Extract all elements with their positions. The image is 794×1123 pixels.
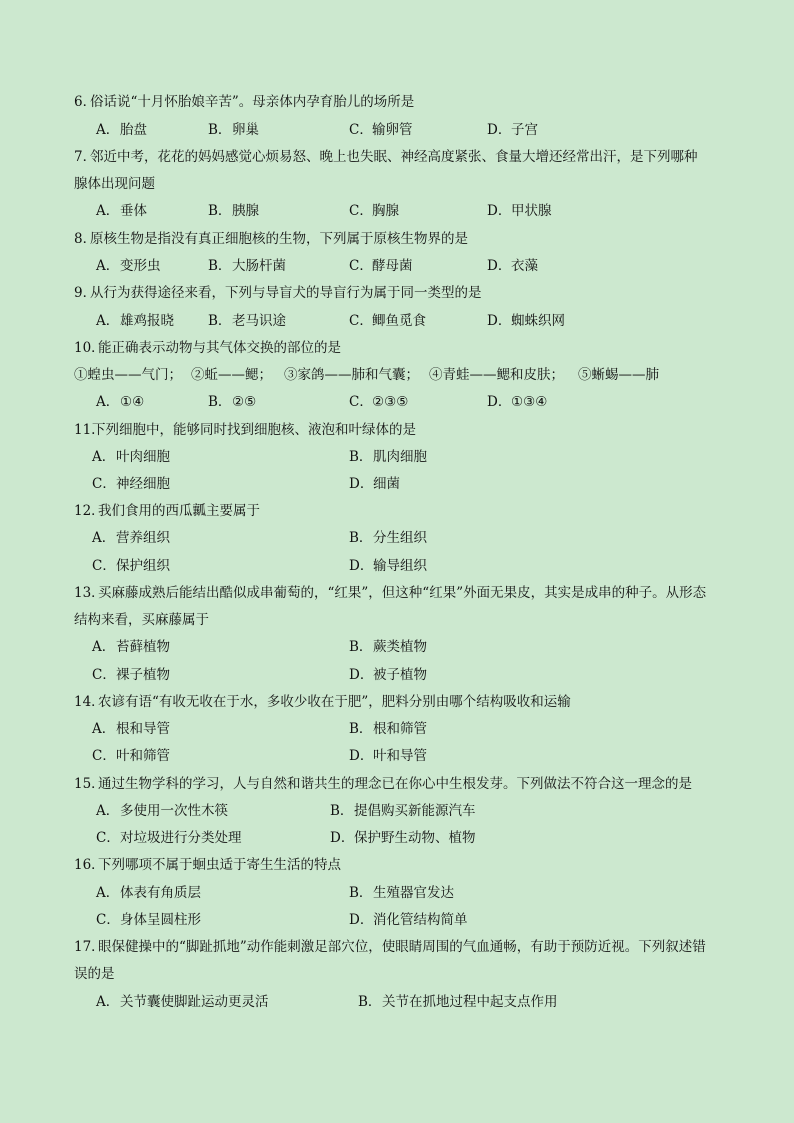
option-b-text: 根和筛管 xyxy=(373,721,427,737)
option-b-label: B． xyxy=(349,449,373,465)
option-c-label: C． xyxy=(92,667,116,683)
question-text: 俗话说“十月怀胎娘辛苦”。母亲体内孕育胎儿的场所是 xyxy=(90,94,415,110)
question-13-options-row2 xyxy=(0,662,794,689)
option-a-text: 体表有角质层 xyxy=(120,885,201,901)
option-d-label: D． xyxy=(349,558,374,574)
option-d-text: 消化管结构简单 xyxy=(373,912,468,928)
question-14-options-row1 xyxy=(0,716,794,743)
question-number: 6． xyxy=(74,94,97,110)
question-number: 12． xyxy=(74,503,105,519)
option-a-text: 苔藓植物 xyxy=(116,639,170,655)
option-d-label: D． xyxy=(487,122,512,138)
option-c-text: 酵母菌 xyxy=(372,258,413,274)
option-b-text: 分生组织 xyxy=(373,530,427,546)
option-b-label: B． xyxy=(208,394,232,410)
question-14-options-row2 xyxy=(0,743,794,770)
question-6-options xyxy=(0,117,794,144)
option-b-label: B． xyxy=(349,885,373,901)
option-c-label: C． xyxy=(96,912,120,928)
question-text: 结构来看，买麻藤属于 xyxy=(74,612,209,628)
option-d-text: 衣藻 xyxy=(511,258,538,274)
question-12-options-row2 xyxy=(0,553,794,580)
option-b-label: B． xyxy=(349,530,373,546)
option-d-text: ①③④ xyxy=(511,394,548,410)
option-d-label: D． xyxy=(349,912,374,928)
option-b-label: B． xyxy=(358,994,382,1010)
question-10-pairs xyxy=(0,362,794,389)
question-number: 17． xyxy=(74,939,105,955)
question-15-stem xyxy=(0,771,794,798)
option-b-text: 卵巢 xyxy=(232,122,259,138)
option-a-text: ①④ xyxy=(120,394,145,410)
option-c-text: 胸腺 xyxy=(372,203,399,219)
question-number: 14． xyxy=(74,694,105,710)
question-11-options-row2 xyxy=(0,471,794,498)
question-13-stem-cont xyxy=(0,607,794,634)
pair-3: ③家鸽——肺和气囊； xyxy=(284,367,419,383)
option-c-text: 对垃圾进行分类处理 xyxy=(120,830,242,846)
option-b-label: B． xyxy=(330,803,354,819)
option-b-label: B． xyxy=(208,203,232,219)
option-d-label: D． xyxy=(349,667,374,683)
option-a-label: A． xyxy=(96,803,120,819)
option-b-label: B． xyxy=(349,639,373,655)
question-12-options-row1 xyxy=(0,525,794,552)
question-text: 误的是 xyxy=(74,966,115,982)
question-number: 16． xyxy=(74,857,105,873)
option-d-text: 蜘蛛织网 xyxy=(511,313,565,329)
option-b-text: 肌肉细胞 xyxy=(373,449,427,465)
option-c-label: C． xyxy=(92,558,116,574)
option-d-text: 细菌 xyxy=(373,476,400,492)
option-b-label: B． xyxy=(349,721,373,737)
option-d-text: 输导组织 xyxy=(373,558,427,574)
option-d-text: 叶和导管 xyxy=(373,748,427,764)
question-text: 农谚有语“有收无收在于水，多收少收在于肥”，肥料分别由哪个结构吸收和运输 xyxy=(98,694,571,710)
question-9-options xyxy=(0,308,794,335)
question-8-options xyxy=(0,253,794,280)
option-c-text: 身体呈圆柱形 xyxy=(120,912,201,928)
question-text: 能正确表示动物与其气体交换的部位的是 xyxy=(98,340,341,356)
option-b-label: B． xyxy=(208,258,232,274)
option-d-label: D． xyxy=(487,203,512,219)
option-c-text: ②③⑤ xyxy=(372,394,409,410)
question-11-stem xyxy=(0,417,794,444)
option-b-text: 提倡购买新能源汽车 xyxy=(354,803,476,819)
option-d-label: D． xyxy=(487,394,512,410)
option-c-label: C． xyxy=(349,394,373,410)
question-12-stem xyxy=(0,498,794,525)
option-b-text: 关节在抓地过程中起支点作用 xyxy=(382,994,558,1010)
option-c-label: C． xyxy=(349,203,373,219)
question-10-options xyxy=(0,389,794,416)
question-17-stem xyxy=(0,934,794,961)
question-number: 9． xyxy=(74,285,97,301)
question-15-options-row2 xyxy=(0,825,794,852)
question-text: 通过生物学科的学习，人与自然和谐共生的理念已在你心中生根发芽。下列做法不符合这一理念的是 xyxy=(98,776,692,792)
option-a-text: 胎盘 xyxy=(120,122,147,138)
option-c-text: 神经细胞 xyxy=(116,476,170,492)
question-11-options-row1 xyxy=(0,444,794,471)
option-b-text: 胰腺 xyxy=(232,203,259,219)
pair-1: ①蝗虫——气门； xyxy=(74,367,182,383)
option-b-label: B． xyxy=(208,122,232,138)
option-d-label: D． xyxy=(330,830,355,846)
option-c-label: C． xyxy=(349,258,373,274)
option-c-label: C． xyxy=(92,748,116,764)
question-text: 眼保健操中的“脚趾抓地”动作能刺激足部穴位，使眼睛周围的气血通畅，有助于预防近视。下列叙述错 xyxy=(98,939,706,955)
option-b-label: B． xyxy=(208,313,232,329)
pair-4: ④青蛙——鳃和皮肤； xyxy=(429,367,564,383)
question-text: 下列细胞中，能够同时找到细胞核、液泡和叶绿体的是 xyxy=(92,422,416,438)
option-d-label: D． xyxy=(487,313,512,329)
option-d-text: 甲状腺 xyxy=(511,203,552,219)
question-number: 15． xyxy=(74,776,105,792)
question-8-stem xyxy=(0,226,794,253)
pair-2: ②蚯——鳃； xyxy=(191,367,272,383)
question-text: 我们食用的西瓜瓤主要属于 xyxy=(98,503,260,519)
option-a-text: 叶肉细胞 xyxy=(116,449,170,465)
question-text: 下列哪项不属于蛔虫适于寄生生活的特点 xyxy=(98,857,341,873)
option-c-text: 输卵管 xyxy=(372,122,413,138)
option-c-text: 叶和筛管 xyxy=(116,748,170,764)
question-16-stem xyxy=(0,852,794,879)
question-number: 11. xyxy=(74,422,96,438)
question-7-stem xyxy=(0,144,794,171)
question-text: 原核生物是指没有真正细胞核的生物，下列属于原核生物界的是 xyxy=(90,231,468,247)
option-d-label: D． xyxy=(349,476,374,492)
option-c-text: 鲫鱼觅食 xyxy=(372,313,426,329)
question-13-stem xyxy=(0,580,794,607)
option-a-label: A． xyxy=(92,530,116,546)
option-a-label: A． xyxy=(96,394,120,410)
option-c-label: C． xyxy=(349,313,373,329)
question-6-stem xyxy=(0,89,794,116)
question-number: 10． xyxy=(74,340,105,356)
option-b-text: 蕨类植物 xyxy=(373,639,427,655)
option-b-text: 生殖器官发达 xyxy=(373,885,454,901)
question-16-options-row1 xyxy=(0,880,794,907)
question-17-options-row1 xyxy=(0,989,794,1016)
option-d-label: D． xyxy=(487,258,512,274)
option-a-text: 多使用一次性木筷 xyxy=(120,803,228,819)
option-a-label: A． xyxy=(92,721,116,737)
option-a-label: A． xyxy=(96,313,120,329)
option-a-text: 垂体 xyxy=(120,203,147,219)
question-number: 8． xyxy=(74,231,97,247)
option-d-text: 被子植物 xyxy=(373,667,427,683)
option-d-text: 子宫 xyxy=(511,122,538,138)
option-c-text: 保护组织 xyxy=(116,558,170,574)
option-a-label: A． xyxy=(96,122,120,138)
question-7-stem-cont xyxy=(0,171,794,198)
option-a-label: A． xyxy=(92,449,116,465)
question-text: 腺体出现问题 xyxy=(74,176,155,192)
question-10-stem xyxy=(0,335,794,362)
option-c-label: C． xyxy=(96,830,120,846)
question-text: 买麻藤成熟后能结出酷似成串葡萄的，“红果”，但这种“红果”外面无果皮，其实是成串的种子。从形态 xyxy=(98,585,707,601)
question-14-stem xyxy=(0,689,794,716)
option-b-text: ②⑤ xyxy=(232,394,257,410)
option-a-label: A． xyxy=(96,258,120,274)
option-c-label: C． xyxy=(92,476,116,492)
option-a-text: 雄鸡报晓 xyxy=(120,313,174,329)
option-d-label: D． xyxy=(349,748,374,764)
question-16-options-row2 xyxy=(0,907,794,934)
option-a-label: A． xyxy=(96,885,120,901)
option-b-text: 老马识途 xyxy=(232,313,286,329)
pair-5: ⑤蜥蜴——肺 xyxy=(578,367,659,383)
question-9-stem xyxy=(0,280,794,307)
question-number: 7． xyxy=(74,149,97,165)
question-text: 从行为获得途径来看，下列与导盲犬的导盲行为属于同一类型的是 xyxy=(90,285,482,301)
option-a-text: 营养组织 xyxy=(116,530,170,546)
option-a-label: A． xyxy=(92,639,116,655)
option-a-label: A． xyxy=(96,203,120,219)
option-a-text: 根和导管 xyxy=(116,721,170,737)
option-a-text: 关节囊使脚趾运动更灵活 xyxy=(120,994,269,1010)
option-a-text: 变形虫 xyxy=(120,258,161,274)
option-a-label: A． xyxy=(96,994,120,1010)
option-c-label: C． xyxy=(349,122,373,138)
question-17-stem-cont xyxy=(0,961,794,988)
question-text: 邻近中考，花花的妈妈感觉心烦易怒、晚上也失眠、神经高度紧张、食量大增还经常出汗，是下列哪种 xyxy=(90,149,698,165)
question-13-options-row1 xyxy=(0,634,794,661)
option-c-text: 裸子植物 xyxy=(116,667,170,683)
option-b-text: 大肠杆菌 xyxy=(232,258,286,274)
question-15-options-row1 xyxy=(0,798,794,825)
question-7-options xyxy=(0,198,794,225)
question-number: 13． xyxy=(74,585,105,601)
option-d-text: 保护野生动物、植物 xyxy=(354,830,476,846)
